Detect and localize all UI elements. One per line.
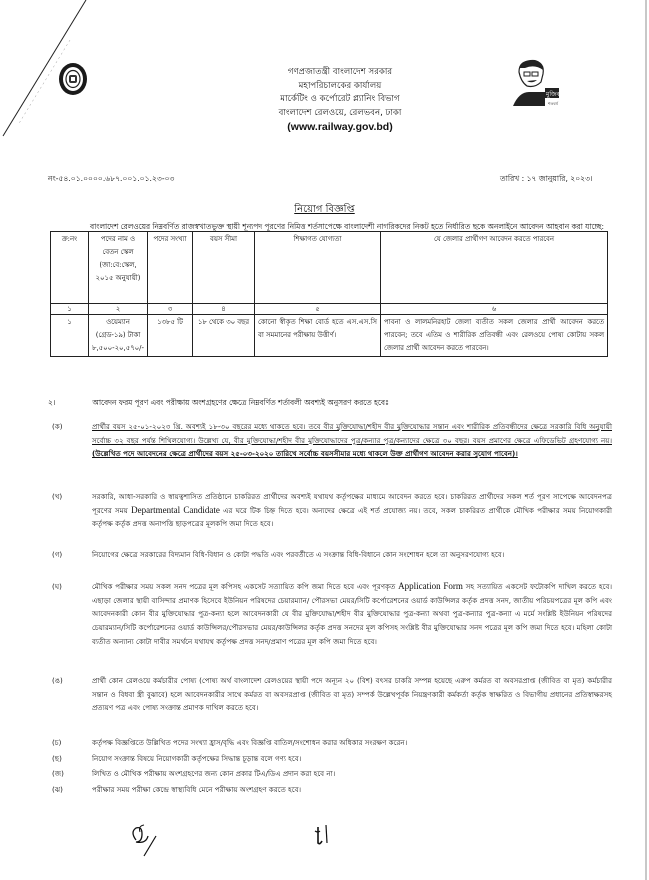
clause-label: (জ) (52, 769, 64, 778)
clause-ga-text: নিয়োগের ক্ষেত্রে সরকারের বিদ্যমান বিধি-বিধান ও কোটা পদ্ধতি এবং পরবর্তীতে এ সংক্রান্ত বিধি-বিধানে কোন সংশোধন হলে তা অনুসরণযোগ্য হবে। (92, 550, 505, 559)
clause-label: (ছ) (52, 754, 62, 763)
clause-gha (52, 580, 612, 649)
page-title: নিয়োগ বিজ্ঞপ্তি (294, 204, 355, 215)
clause-ja-text: লিখিত ও মৌখিক পরীক্ষায় অংশগ্রহণের জন্য কোন প্রকার টিএ/ডিএ প্রদান করা হবে না। (92, 769, 336, 778)
clause-umo-text: প্রার্থী কোন রেলওয়ে কর্মচারীর পোষ্য (পোষ্য অর্থ বাংলাদেশ রেলওয়ের স্থায়ী পদে অন্যূন ২০ (বিশ) বৎসর চাকরি সম্পন্ন হয়েছে এরুপ কর্মরত বা অবসরপ্রাপ্ত (জীবিত বা মৃত) কর্মচারীর সন্তান ও বিধবা স্ত্রী বুঝাবে) হলে আবেদনকারীর সাথে কর্মরত বা অবসরপ্রাপ্ত (জীবিত বা মৃত) সম্পর্ক উল্লেখপূর্বক নিয়ন্ত্রণকারী কর্মকর্তা কর্তৃক স্বাক্ষরিত ও বিভাগীয় প্রধানের প্রতিস্বাক্ষরসহ প্রত্যয়ণ পত্র এবং পোষ্য সংক্রান্ত প্রমাণক দাখিল করতে হবে। (92, 676, 612, 713)
col-number: ৫ (254, 304, 380, 315)
cell-post: ওয়েম্যান (গ্রেড-১৯) টাকা ৮,৫০০-২০,৫৭০/- (89, 315, 148, 357)
office-header (180, 66, 500, 135)
col-number: ৬ (380, 304, 607, 315)
clause-ja (52, 767, 612, 781)
vacancy-table (50, 231, 608, 357)
col-header-districts: যে জেলার প্রার্থীগণ আবেদন করতে পারবেন (380, 232, 607, 304)
memo-number: নং-৫৪.০১.০০০০.৬৮৭.০০১.০১.২৩-০৩ (48, 174, 175, 183)
signature-right-icon (312, 823, 332, 851)
clause-jha-text: পরীক্ষার সময় পরীক্ষা কেন্দ্রে স্বাস্থ্যবিধি মেনে পরীক্ষায় অংশগ্রহণ করতে হবে। (92, 785, 302, 794)
section-2-text: আবেদন ফরম পূরণ এবং পরীক্ষায় অংশগ্রহণের ক্ষেত্রে নিম্নবর্ণিত শর্তাবলী অবশ্যই অনুসরণ করতে হবেঃ (92, 398, 389, 407)
header-government: গণপ্রজাতন্ত্রী বাংলাদেশ সরকার (287, 67, 393, 77)
cell-count: ১৩৮৫ টি (147, 315, 192, 357)
intro-paragraph: বাংলাদেশ রেলওয়ের নিম্নবর্ণিত রাজস্বখাতভুক্ত স্থায়ী শূন্যপদ পূরণের নিমিত্ত শর্তসাপেক্ষে বাংলাদেশী নাগরিকদের নিকট হতে নির্ধারিত ছকে অনলাইনে আবেদন আহবান করা যাচ্ছে: (90, 222, 605, 231)
cell-education: কোনো স্বীকৃত শিক্ষা বোর্ড হতে এস.এস.সি বা সমমানের পরীক্ষায় উত্তীর্ণ। (254, 315, 380, 357)
header-department: মার্কেটিং ও কর্পোরেট প্ল্যানিং বিভাগ (280, 94, 400, 104)
clause-umo (52, 674, 612, 715)
col-number: ২ (89, 304, 148, 315)
col-header-age: বয়স সীমা (192, 232, 254, 304)
clause-label: (খ) (52, 492, 63, 501)
col-header-post: পদের নাম ও বেতন স্কেল (জা:বে:স্কেল, ২০১৫ অনুযায়ী) (89, 232, 148, 304)
cell-age: ১৮ থেকে ৩০ বছর (192, 315, 254, 357)
clause-label: (ঙ) (52, 676, 63, 685)
clause-label: (ঘ) (52, 582, 62, 591)
svg-text:মুজিব: মুজিব (546, 91, 560, 98)
clause-ga (52, 548, 612, 562)
notice-date: তারিখ : ১৭ জানুয়ারি, ২০২৩। (500, 174, 593, 183)
clause-kha (52, 490, 612, 531)
table-header-row (51, 232, 608, 304)
signature-left-icon (128, 822, 168, 858)
bangladesh-railway-seal-icon (58, 62, 88, 96)
clause-gha-text-a: মৌখিক পরীক্ষার সময় সকল সনদ পত্রের মূল কপিসহ একসেট সত্যায়িত কপি জমা দিতে হবে এবং পূরণকৃত (92, 582, 396, 591)
table-column-number-row (51, 304, 608, 315)
header-address: বাংলাদেশ রেলওয়ে, রেলভবন, ঢাকা (278, 107, 402, 118)
clause-ka-age-text: প্রার্থীর বয়স ২৫-০১-২০২৩ খ্রি. অবশ্যই ১৮-৩০ বছরের মধ্যে থাকতে হবে। তবে বীর মুক্তিযোদ্ধা/শহীদ বীর মুক্তিযোদ্ধার সন্তান এবং শারীরিক প্রতিবন্ধীদের ক্ষেত্রে সরকারি বিধি অনুযায়ী সর্বোচ্চ ৩২ বছর পর্যন্ত শিথিলযোগ্য। উল্লেখ্য যে, বীর মুক্তিযোদ্ধা/শহীদ বীর মুক্তিযোদ্ধাদের পুত্র/কন্যার পুত্র/কন্যাদের ক্ষেত্রে ৩০ বছর। বয়স প্রমাণের ক্ষেত্রে এফিডেভিট গ্রহণযোগ্য নয়। (92, 422, 612, 445)
clause-kha-text-b: এর ঘরে টিক চিহ্ন দিতে হবে। অন্যদের ক্ষেত্রে এই শর্ত প্রযোজ্য নয়। তবে, সকল চাকরিরত প্রার্থীকে মৌখিক পরীক্ষার সময় নিয়োগকারী কর্তৃপক্ষ কর্তৃক প্রদত্ত অনাপত্তি ছাড়পত্রের মূলকপি জমা দিতে হবে। (92, 505, 612, 529)
col-number: ৪ (192, 304, 254, 315)
clause-kha-text-a: সরকারি, আধা-সরকারি ও স্বায়ত্বশাসিত প্রতিষ্ঠানে চাকরিরত প্রার্থীদের অবশ্যই যথাযথ কর্তৃপক্ষের মাধ্যমে আবেদন করতে হবে। চাকরিরত প্রার্থীদের সকল শর্ত পূরণ সাপেক্ষে আবেদনপত্র পূরণের সময় (92, 492, 612, 515)
col-header-serial: ক্র:নং (51, 232, 89, 304)
clause-jha (52, 783, 612, 797)
clause-gha-application-form: Application Form (398, 581, 463, 591)
clause-chha (52, 752, 612, 766)
clause-gha-text-b: সহ সত্যায়িত একসেট ফটোকপি দাখিল করতে হবে। এছাড়া জেলার স্থায়ী বাসিন্দার প্রমাণক হিসেবে ইউনিয়ন পরিষদের চেয়ারম্যান/ পৌরসভা মেয়র/সিটি কর্পোরেশনের ওয়ার্ড কাউন্সিলর কর্তৃক প্রদত্ত সনদ, জাতীয় পরিচয়পত্রের মূল কপি এবং আবেদনকারী কোন বীর মুক্তিযোদ্ধার পুত্র-কন্যা হলে আবেদনকারী যে বীর মুক্তিযোদ্ধা/শহীদ বীর মুক্তিযোদ্ধার পুত্র-কন্যা অথবা পুত্র-কন্যার পুত্র-কন্যা এ মর্মে সংশ্লিষ্ট ইউনিয়ন পরিষদের চেয়ারম্যান/সিটি কর্পোরেশনের ওয়ার্ড কাউন্সিলর/পৌরসভার মেয়র/কাউন্সিলর কর্তৃক প্রদত্ত সনদের মূল কপিসহ সংশ্লিষ্ট বীর মুক্তিযোদ্ধার সনদ পত্রের মূল কপি জমা দিতে হবে। মহিলা কোটা ব্যতীত অন্যান্য কোটা দাবীর সমর্থনে যথাযথ কর্তৃপক্ষ প্রদত্ত সনদ/প্রমাণ পত্রের মূল কপি জমা দিতে হবে। (92, 582, 612, 646)
clause-label: (ঝ) (52, 785, 63, 794)
col-header-education: শিক্ষাগত যোগ্যতা (254, 232, 380, 304)
clause-kha-departmental-candidate: Departmental Candidate (131, 504, 220, 515)
svg-text:শতবর্ষ: শতবর্ষ (548, 101, 558, 106)
table-row (51, 315, 608, 357)
header-office: মহাপরিচালকের কার্যালয় (298, 80, 382, 91)
clause-label: (ক) (52, 422, 63, 431)
col-header-count: পদের সংখ্যা (147, 232, 192, 304)
clause-label: (গ) (52, 550, 63, 559)
clause-label: (চ) (52, 738, 62, 747)
col-number: ৩ (147, 304, 192, 315)
mujib-borsho-portrait-icon (505, 58, 575, 110)
cell-serial: ১ (51, 315, 89, 357)
col-number: ১ (51, 304, 89, 315)
page-edge-divider (645, 0, 647, 880)
header-website-link[interactable]: (www.railway.gov.bd) (287, 121, 393, 133)
clause-ka-bold-note: (উল্লেখিত পদে আবেদনের ক্ষেত্রে প্রার্থীদের বয়স ২৫-০৩-২০২০ তারিখে সর্বোচ্চ বয়সসীমার মধ্যে থাকলে উক্ত প্রার্থীগণ আবেদন করার সুযোগ পাবেন)। (92, 449, 518, 459)
cell-districts: পাবনা ও লালমনিরহাট জেলা ব্যতীত সকল জেলার প্রার্থী আবেদন করতে পারবেন; তবে এতিম ও শারীরিক প্রতিবন্ধী এবং রেলওয়ে পোষ্য কোটায় সকল জেলার প্রার্থী আবেদন করতে পারবেন। (380, 315, 607, 357)
clause-cha (52, 736, 612, 750)
clause-cha-text: কর্তৃপক্ষ বিজ্ঞপ্তিতে উল্লিখিত পদের সংখ্যা হ্রাস/বৃদ্ধি এবং বিজ্ঞপ্তি বাতিল/সংশোধন করার অধিকার সংরক্ষণ করেন। (92, 738, 408, 747)
clause-ka (52, 420, 612, 461)
clause-chha-text: নিয়োগ সংক্রান্ত বিষয়ে নিয়োগকারী কর্তৃপক্ষের সিদ্ধান্ত চূড়ান্ত বলে গণ্য হবে। (92, 754, 302, 763)
section-2-heading (48, 398, 389, 410)
section-2-number: ২। (48, 398, 56, 407)
